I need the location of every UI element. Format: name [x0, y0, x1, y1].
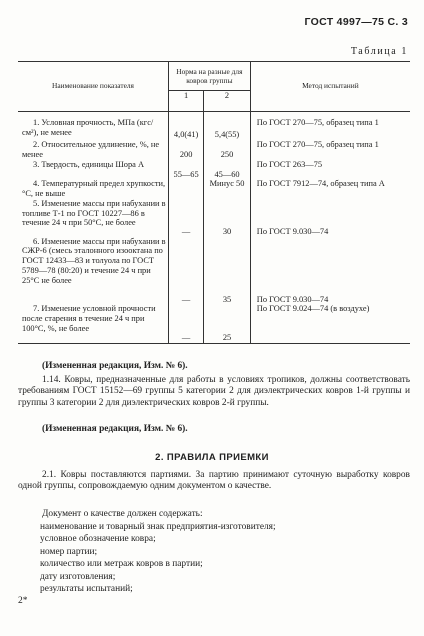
table-caption: Таблица 1 — [350, 46, 408, 57]
table-header-row — [18, 62, 410, 91]
group-2-label: 2 — [204, 91, 251, 112]
list-item: номер партии; — [40, 546, 98, 557]
paragraph-1-14: 1.14. Ковры, предназначенные для работы в условиях тропиков, должны соответствовать требованиям ГОСТ 15152—69 группы 5 категории 2 для диэлектрических ковров 1-й группы и группы 3 категории 2 для диэлектрических ковров 2-й группы. — [18, 375, 410, 408]
table-row: 6. Изменение массы при набухании в СЖР-6 (смесь эталонного изооктана по ГОСТ 12433—83 и толуола по ГОСТ 5789—78 (80:20) и течение 24 ч при 25°С не более — 35 По ГОСТ 9.030—74 — [18, 237, 410, 305]
header-method: Метод испытаний — [250, 62, 410, 112]
document-intro: Документ о качестве должен содержать: — [42, 509, 203, 519]
list-item: результаты испытаний; — [40, 584, 133, 595]
page-header: ГОСТ 4997—75 С. 3 — [304, 16, 408, 28]
amendment-note: (Измененная редакция, Изм. № 6). — [42, 424, 188, 434]
table-row: 3. Твердость, единицы Шора А 55—65 45—60 По ГОСТ 263—75 — [18, 160, 410, 180]
header-indicator: Наименование показателя — [18, 62, 169, 112]
table-row: 5. Изменение массы при набухании в топливе Т-1 по ГОСТ 10227—86 в течение 24 ч при 50°С, не более — 30 По ГОСТ 9.030—74 — [18, 199, 410, 237]
table-row: 4. Температурный предел хрупкости, °С, не выше Минус 50 По ГОСТ 7912—74, образец типа А — [18, 179, 410, 199]
table-row: 1. Условная прочность, МПа (кгс/см²), не менее 4,0(41) 5,4(55) По ГОСТ 270—75, образец типа 1 — [18, 112, 410, 140]
amendment-note: (Измененная редакция, Изм. № 6). — [42, 361, 188, 371]
list-item: количество или метраж ковров в партии; — [40, 559, 203, 570]
section-heading: 2. ПРАВИЛА ПРИЕМКИ — [155, 452, 269, 463]
properties-table — [18, 61, 410, 344]
page-number: 2* — [18, 596, 28, 606]
paragraph-2-1: 2.1. Ковры поставляются партиями. За партию принимают суточную выработку ковров одной группы, сопровождаемую одним документом о качестве. — [18, 470, 410, 492]
list-item: наименование и товарный знак предприятия-изготовителя; — [40, 522, 276, 532]
header-norm: Норма на разные для ковров группы — [169, 62, 251, 91]
table-row: 2. Относительное удлинение, %, не менее 200 250 По ГОСТ 270—75, образец типа 1 — [18, 140, 410, 160]
group-1-label: 1 — [169, 91, 204, 112]
list-item: дату изготовления; — [40, 571, 116, 582]
list-item: условное обозначение ковра; — [40, 534, 156, 545]
table-row: 7. Изменение условной прочности после старения в течение 24 ч при 100°С, %, не более — 25 По ГОСТ 9.024—74 (в воздухе) — [18, 304, 410, 343]
document-contents-list — [40, 521, 410, 595]
